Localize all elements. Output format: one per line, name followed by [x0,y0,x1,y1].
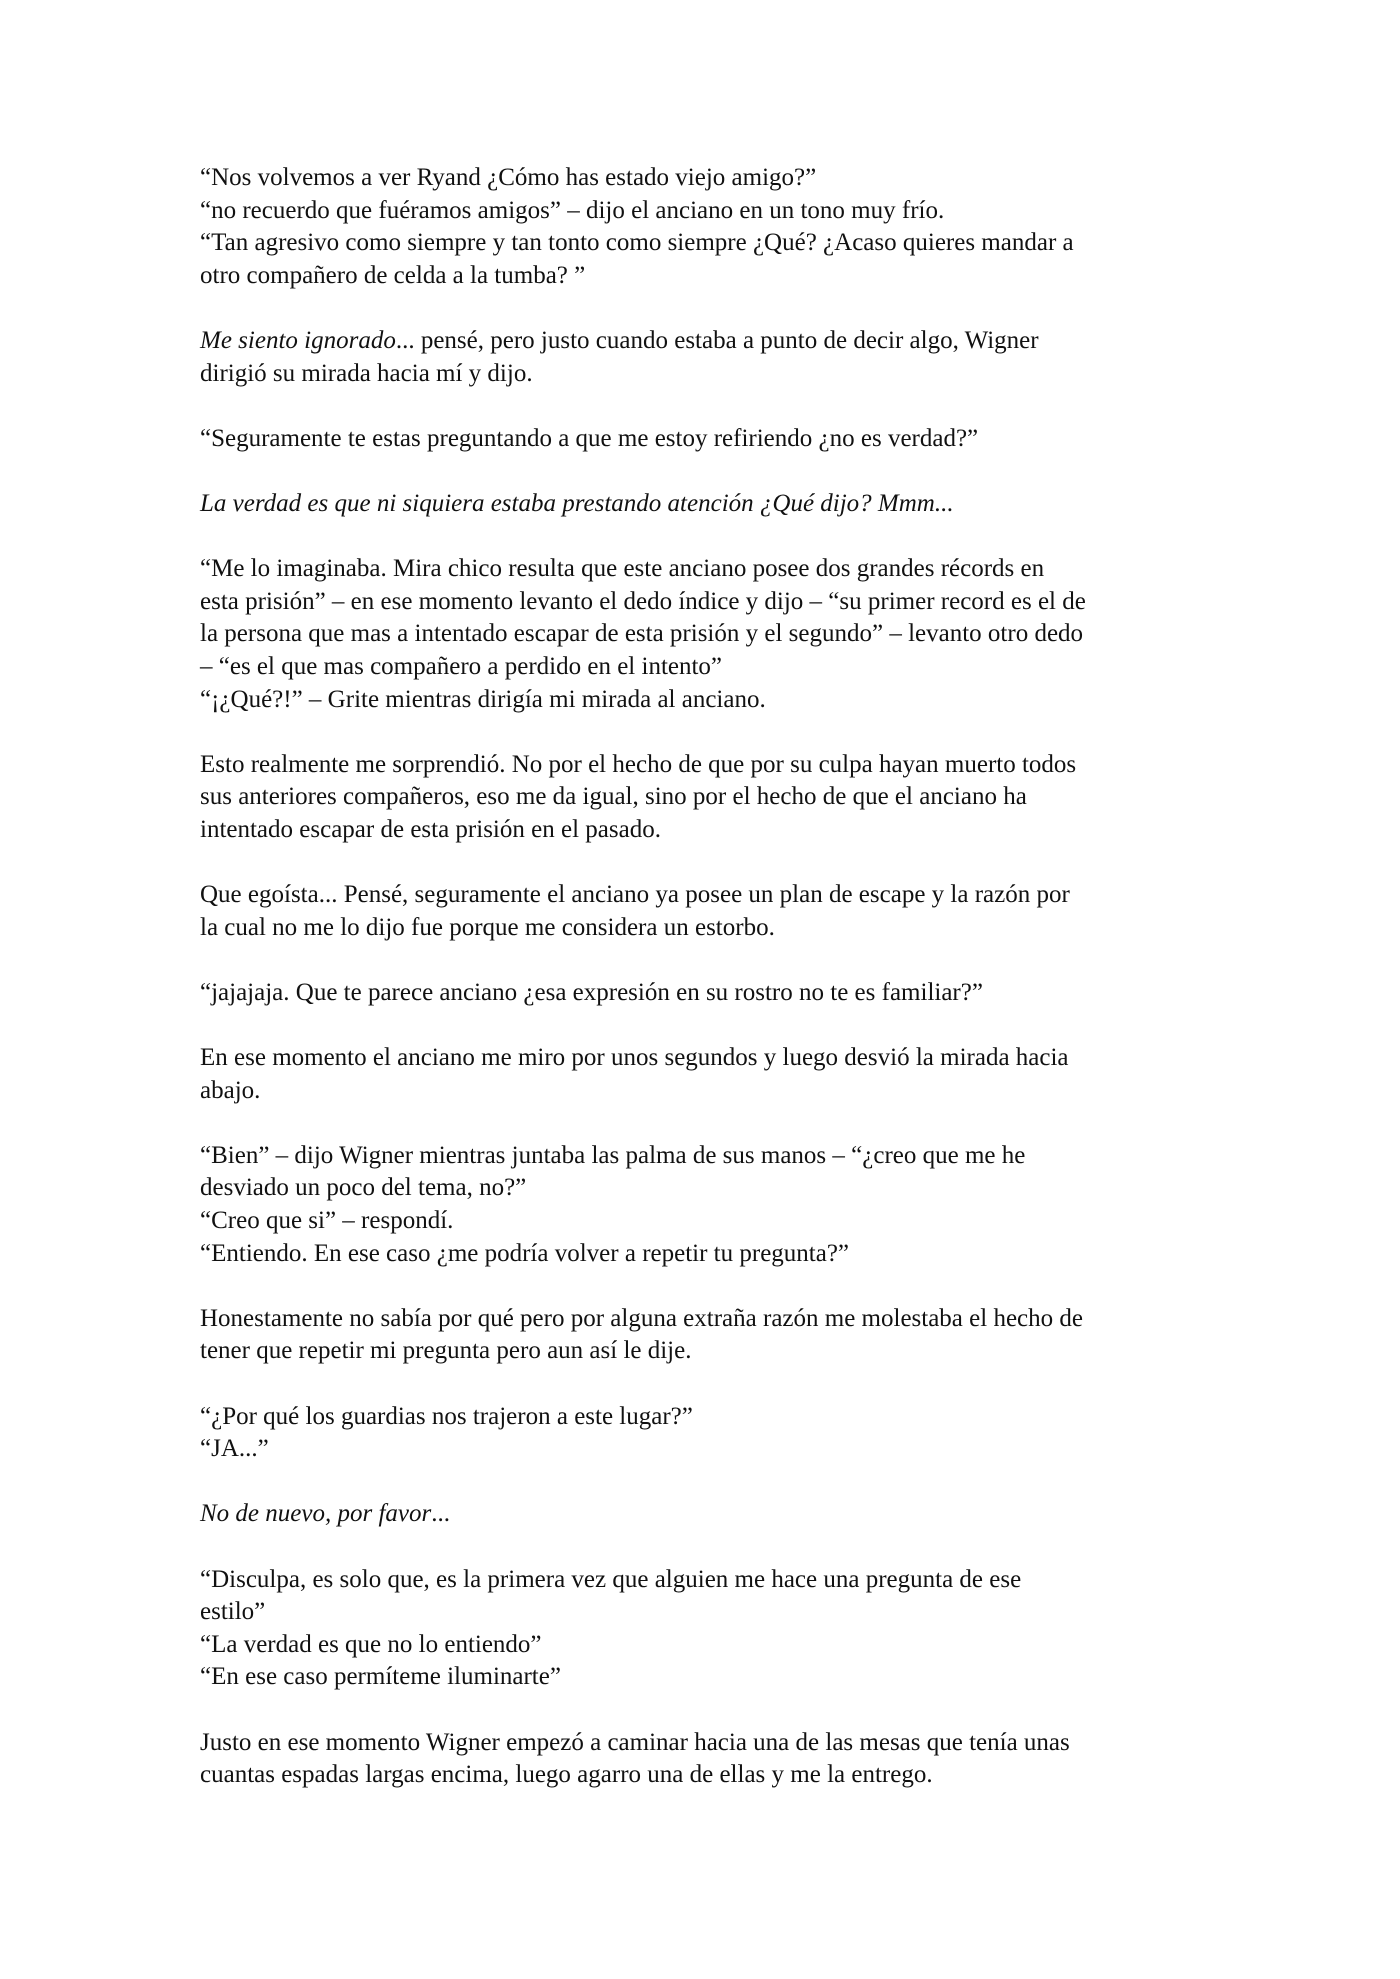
text-segment: “jajajaja. Que te parece anciano ¿esa expresión en su rostro no te es familiar?” [200,978,983,1006]
text-line [200,586,1210,619]
text-segment: “En ese caso permíteme iluminarte” [200,1663,561,1691]
text-line [200,912,1210,945]
paragraph [200,423,1210,456]
text-segment: En ese momento el anciano me miro por unos segundos y luego desvió la mirada hacia [200,1044,1069,1072]
text-segment: ... pensé, pero justo cuando estaba a punto de decir algo, Wigner [395,326,1039,354]
text-segment: Justo en ese momento Wigner empezó a caminar hacia una de las mesas que tenía unas [200,1728,1070,1756]
text-segment: “Creo que si” – respondí. [200,1207,454,1234]
text-line [200,1140,1210,1173]
paragraph [200,1303,1210,1368]
paragraph [200,488,1210,521]
paragraph [200,1401,1210,1466]
text-segment: Esto realmente me sorprendió. No por el hecho de que por su culpa hayan muerto todos [200,750,1077,778]
text-line [200,1042,1210,1075]
paragraph [200,879,1210,944]
text-line [200,195,1210,228]
text-line [200,1335,1210,1368]
paragraph [200,749,1210,847]
paragraph [200,553,1210,716]
text-segment: “Nos volvemos a ver Ryand ¿Cómo has estado viejo amigo?” [200,164,817,191]
text-segment: abajo. [200,1076,261,1104]
text-line [200,260,1210,293]
text-line [200,1238,1210,1271]
text-segment: la persona que mas a intentado escapar de esta prisión y el segundo” – levanto otro dedo [200,620,1084,648]
text-line [200,1433,1210,1466]
text-segment: dirigió su mirada hacia mí y dijo. [200,359,533,387]
paragraph [200,1140,1210,1270]
text-segment: “La verdad es que no lo entiendo” [200,1630,542,1658]
text-line [200,1172,1210,1205]
text-segment: esta prisión” – en ese momento levanto el dedo índice y dijo – “su primer record es el de [200,587,1086,615]
text-segment: “JA...” [200,1435,269,1463]
text-line [200,1661,1210,1694]
italic-text-segment: No de nuevo, por favor [200,1500,432,1528]
text-line [200,358,1210,391]
paragraph [200,1498,1210,1531]
text-segment: “Tan agresivo como siempre y tan tonto como siempre ¿Qué? ¿Acaso quieres mandar a [200,229,1074,257]
text-segment: “¡¿Qué?!” – Grite mientras dirigía mi mirada al anciano. [200,685,766,713]
italic-text-segment: La verdad es que ni siquiera estaba prestando atención ¿Qué dijo? Mmm... [200,489,954,517]
text-line [200,749,1210,782]
text-segment: desviado un poco del tema, no?” [200,1174,527,1202]
text-segment: estilo” [200,1598,266,1626]
text-segment: la cual no me lo dijo fue porque me considera un estorbo. [200,913,775,941]
text-line [200,227,1210,260]
paragraph [200,1727,1210,1792]
text-segment: “Entiendo. En ese caso ¿me podría volver a repetir tu pregunta?” [200,1239,850,1267]
text-segment: sus anteriores compañeros, eso me da igual, sino por el hecho de que el anciano ha [200,783,1027,811]
text-line [200,651,1210,684]
text-line [200,162,1210,195]
text-line [200,488,1210,521]
text-segment: “Disculpa, es solo que, es la primera vez que alguien me hace una pregunta de ese [200,1565,1022,1593]
text-line [200,684,1210,717]
text-line [200,1629,1210,1662]
text-segment: “no recuerdo que fuéramos amigos” – dijo el anciano en un tono muy frío. [200,196,945,224]
text-line [200,781,1210,814]
text-segment: Honestamente no sabía por qué pero por alguna extraña razón me molestaba el hecho de [200,1304,1083,1332]
text-line [200,553,1210,586]
text-segment: otro compañero de celda a la tumba? ” [200,261,586,289]
text-line [200,1498,1210,1531]
text-line [200,618,1210,651]
paragraph [200,325,1210,390]
text-line [200,1759,1210,1792]
text-line [200,325,1210,358]
paragraph [200,1564,1210,1694]
text-line [200,977,1210,1010]
text-line [200,1075,1210,1108]
document-body [200,162,1210,1824]
text-line [200,814,1210,847]
text-segment: cuantas espadas largas encima, luego agarro una de ellas y me la entrego. [200,1761,933,1789]
paragraph [200,162,1210,292]
paragraph [200,977,1210,1010]
text-line [200,1727,1210,1760]
text-line [200,1564,1210,1597]
text-segment: “Seguramente te estas preguntando a que me estoy refiriendo ¿no es verdad?” [200,424,979,452]
text-segment: Que egoísta... Pensé, seguramente el anciano ya posee un plan de escape y la razón por [200,881,1070,909]
text-line [200,1205,1210,1238]
text-segment: ... [431,1500,450,1528]
text-line [200,879,1210,912]
text-segment: – “es el que mas compañero a perdido en el intento” [200,652,723,680]
text-segment: “Bien” – dijo Wigner mientras juntaba las palma de sus manos – “¿creo que me he [200,1141,1026,1169]
text-segment: “¿Por qué los guardias nos trajeron a este lugar?” [200,1402,693,1430]
text-line [200,1401,1210,1434]
text-segment: “Me lo imaginaba. Mira chico resulta que este anciano posee dos grandes récords en [200,555,1045,583]
italic-text-segment: Me siento ignorado [200,326,396,354]
paragraph [200,1042,1210,1107]
text-line [200,1303,1210,1336]
text-segment: tener que repetir mi pregunta pero aun así le dije. [200,1337,692,1365]
text-segment: intentado escapar de esta prisión en el pasado. [200,815,661,843]
text-line [200,1596,1210,1629]
text-line [200,423,1210,456]
